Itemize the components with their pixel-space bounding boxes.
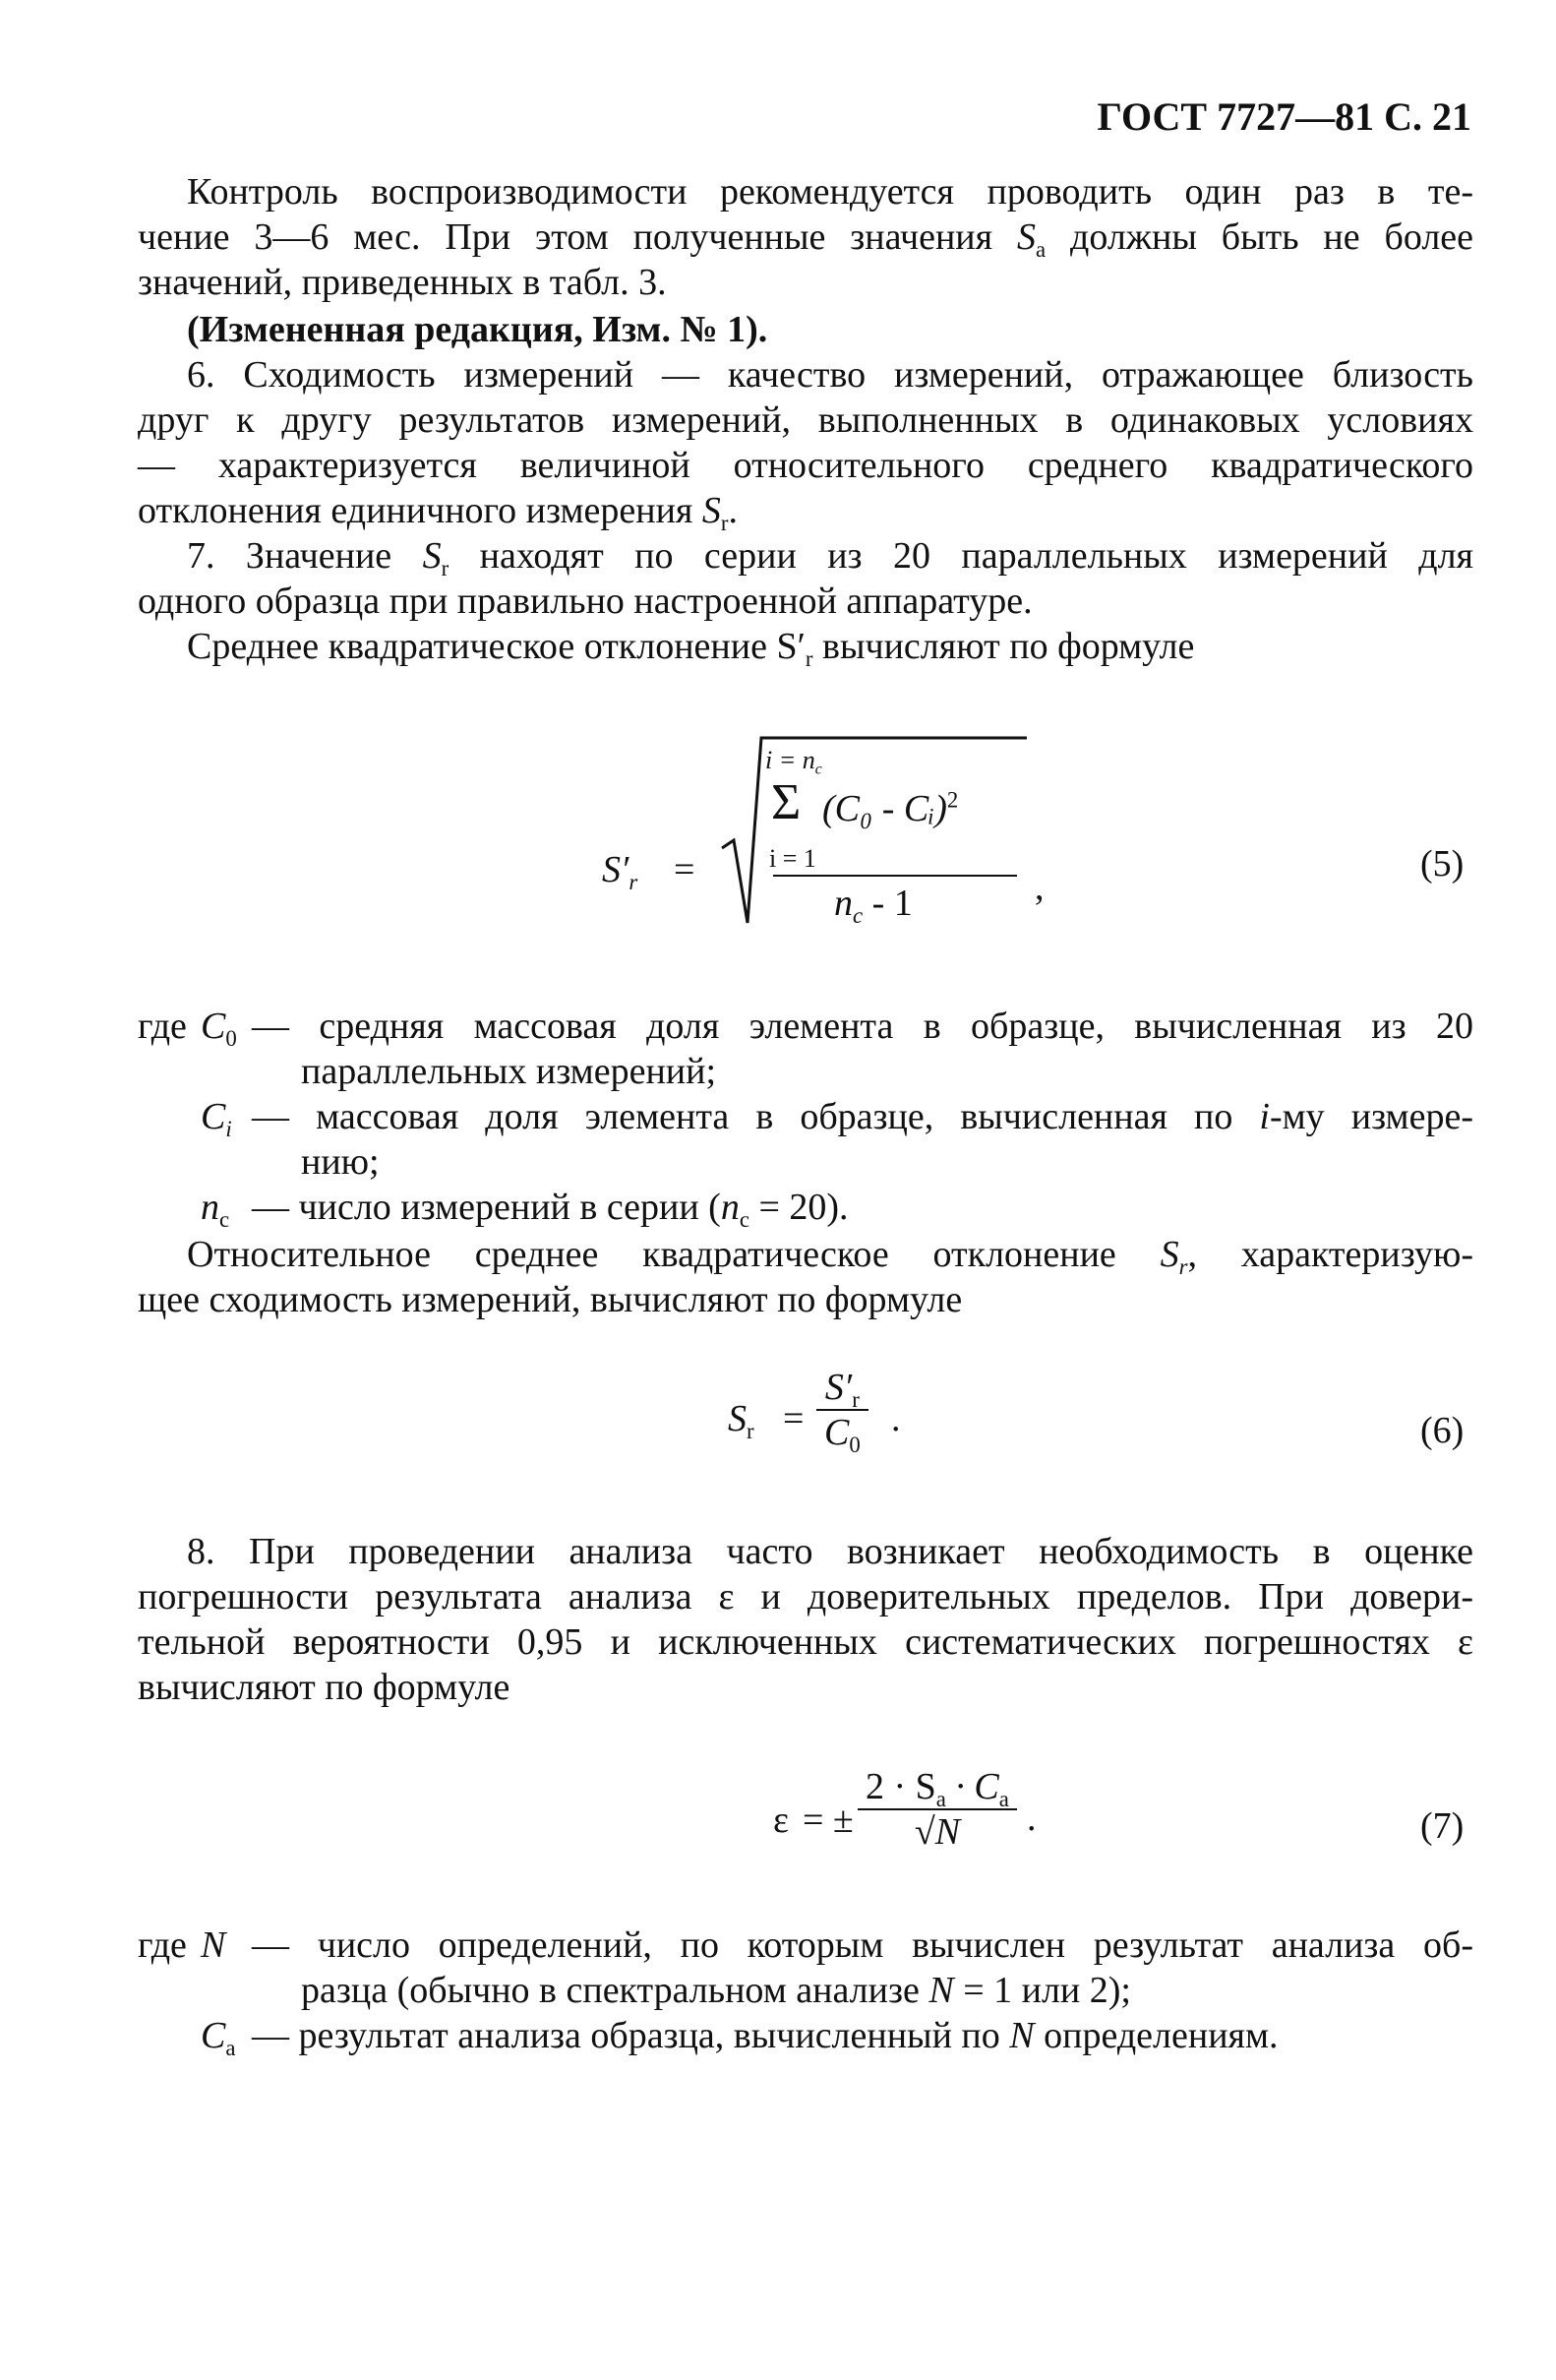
prel-line2: щее сходимость измерений, вычисляют по формуле xyxy=(138,1279,963,1320)
p6-line3: — характеризуется величиной относительного среднего квадратического xyxy=(138,445,1473,486)
formula7-number: (7) xyxy=(1420,1805,1465,1847)
formula7-eq: = ± xyxy=(803,1800,854,1841)
p6-line1: 6. Сходимость измерений — качество измерений, отражающее близость xyxy=(187,354,1473,396)
where7-item2-line1: — результат анализа образца, вычисленный по N определениям. xyxy=(252,2015,1279,2056)
formula5-number: (5) xyxy=(1420,843,1465,885)
formula6-eq: = xyxy=(783,1398,805,1439)
formula6-number: (6) xyxy=(1420,1410,1465,1451)
formula5-sum-upper: $i = n_c$ xyxy=(765,746,822,778)
page-header: ГОСТ 7727—81 С. 21 xyxy=(1097,94,1471,139)
p6-line2: друг к другу результатов измерений, выполненных в одинаковых условиях xyxy=(138,399,1473,441)
formula5-sum-lower: i = 1 xyxy=(769,844,816,873)
where5-prefix: где xyxy=(138,1006,187,1047)
formula6-fraction: $\frac{S'_r}{C_0}$ xyxy=(816,1366,868,1454)
where5-item1-symbol: $C_0$ xyxy=(201,1006,237,1051)
formula5-denominator: $n_c - 1$ xyxy=(834,883,913,928)
p8-line4: вычисляют по формуле xyxy=(138,1667,510,1708)
where5-item3-line1: — число измерений в серии $(n_c = 20)$. xyxy=(252,1187,849,1232)
where5-item2-line1: — массовая доля элемента в образце, вычисленная по i-му измере- xyxy=(252,1096,1473,1137)
formula7-lhs: ε xyxy=(773,1800,789,1841)
where7-item1-line1: — число определений, по которым вычислен результат анализа об- xyxy=(252,1924,1473,1966)
where7-item2-symbol: $C_a$ xyxy=(201,2015,236,2060)
p7-line1: 7. Значение $S_r$ находят по серии из 20 параллельных измерений для xyxy=(187,535,1474,580)
formula5-numerator: (C₀ - Cᵢ)$^2$ xyxy=(822,787,959,829)
formula5-eq: = xyxy=(674,849,695,890)
amendment-note: (Измененная редакция, Изм. № 1). xyxy=(187,309,768,350)
prel-line1: Относительное среднее квадратическое отклонение $S_r$, характеризую- xyxy=(187,1234,1473,1279)
para1-line2: чение 3—6 мес. При этом полученные значения $S_a$ должны быть не более xyxy=(138,216,1474,262)
where5-item2-line2: нию; xyxy=(301,1141,380,1183)
where7-prefix: где xyxy=(138,1924,187,1966)
where5-item1-line2: параллельных измерений; xyxy=(301,1051,717,1092)
para1-line1: Контроль воспроизводимости рекомендуется проводить один раз в те- xyxy=(187,171,1473,213)
where5-item1-line1: — средняя массовая доля элемента в образце, вычисленная из 20 xyxy=(252,1006,1473,1047)
formula5-lhs: $S'_r$ xyxy=(602,849,638,894)
where7-item1-line2: разца (обычно в спектральном анализе N = 1 или 2); xyxy=(301,1970,1131,2011)
p7-line3: Среднее квадратическое отклонение $S'_r$ вычисляют по формуле xyxy=(187,626,1195,671)
p8-line1: 8. При проведении анализа часто возникает необходимость в оценке xyxy=(187,1531,1473,1572)
formula7-fraction: $\frac{2 \cdot S_a \cdot C_a}{√N}$ xyxy=(858,1765,1017,1854)
p8-line2: погрешности результата анализа ε и доверительных пределов. При довери- xyxy=(138,1576,1473,1617)
formula5-tail: , xyxy=(1035,867,1045,908)
where7-item1-symbol: N xyxy=(201,1924,226,1966)
p8-line3: тельной вероятности 0,95 и исключенных систематических погрешностях ε xyxy=(138,1621,1473,1663)
p7-line2: одного образца при правильно настроенной аппаратуре. xyxy=(138,580,1033,622)
formula6-lhs: $S_r$ xyxy=(728,1398,754,1443)
formula5-sum-sign: Σ xyxy=(771,774,802,830)
formula6-tail: . xyxy=(891,1398,901,1439)
p6-line4: отклонения единичного измерения $S_r$. xyxy=(138,490,739,535)
para1-line3: значений, приведенных в табл. 3. xyxy=(138,262,667,303)
where5-item2-symbol: $C_i$ xyxy=(201,1096,232,1141)
formula7-tail: . xyxy=(1027,1798,1037,1839)
where5-item3-symbol: $n_c$ xyxy=(201,1187,230,1232)
